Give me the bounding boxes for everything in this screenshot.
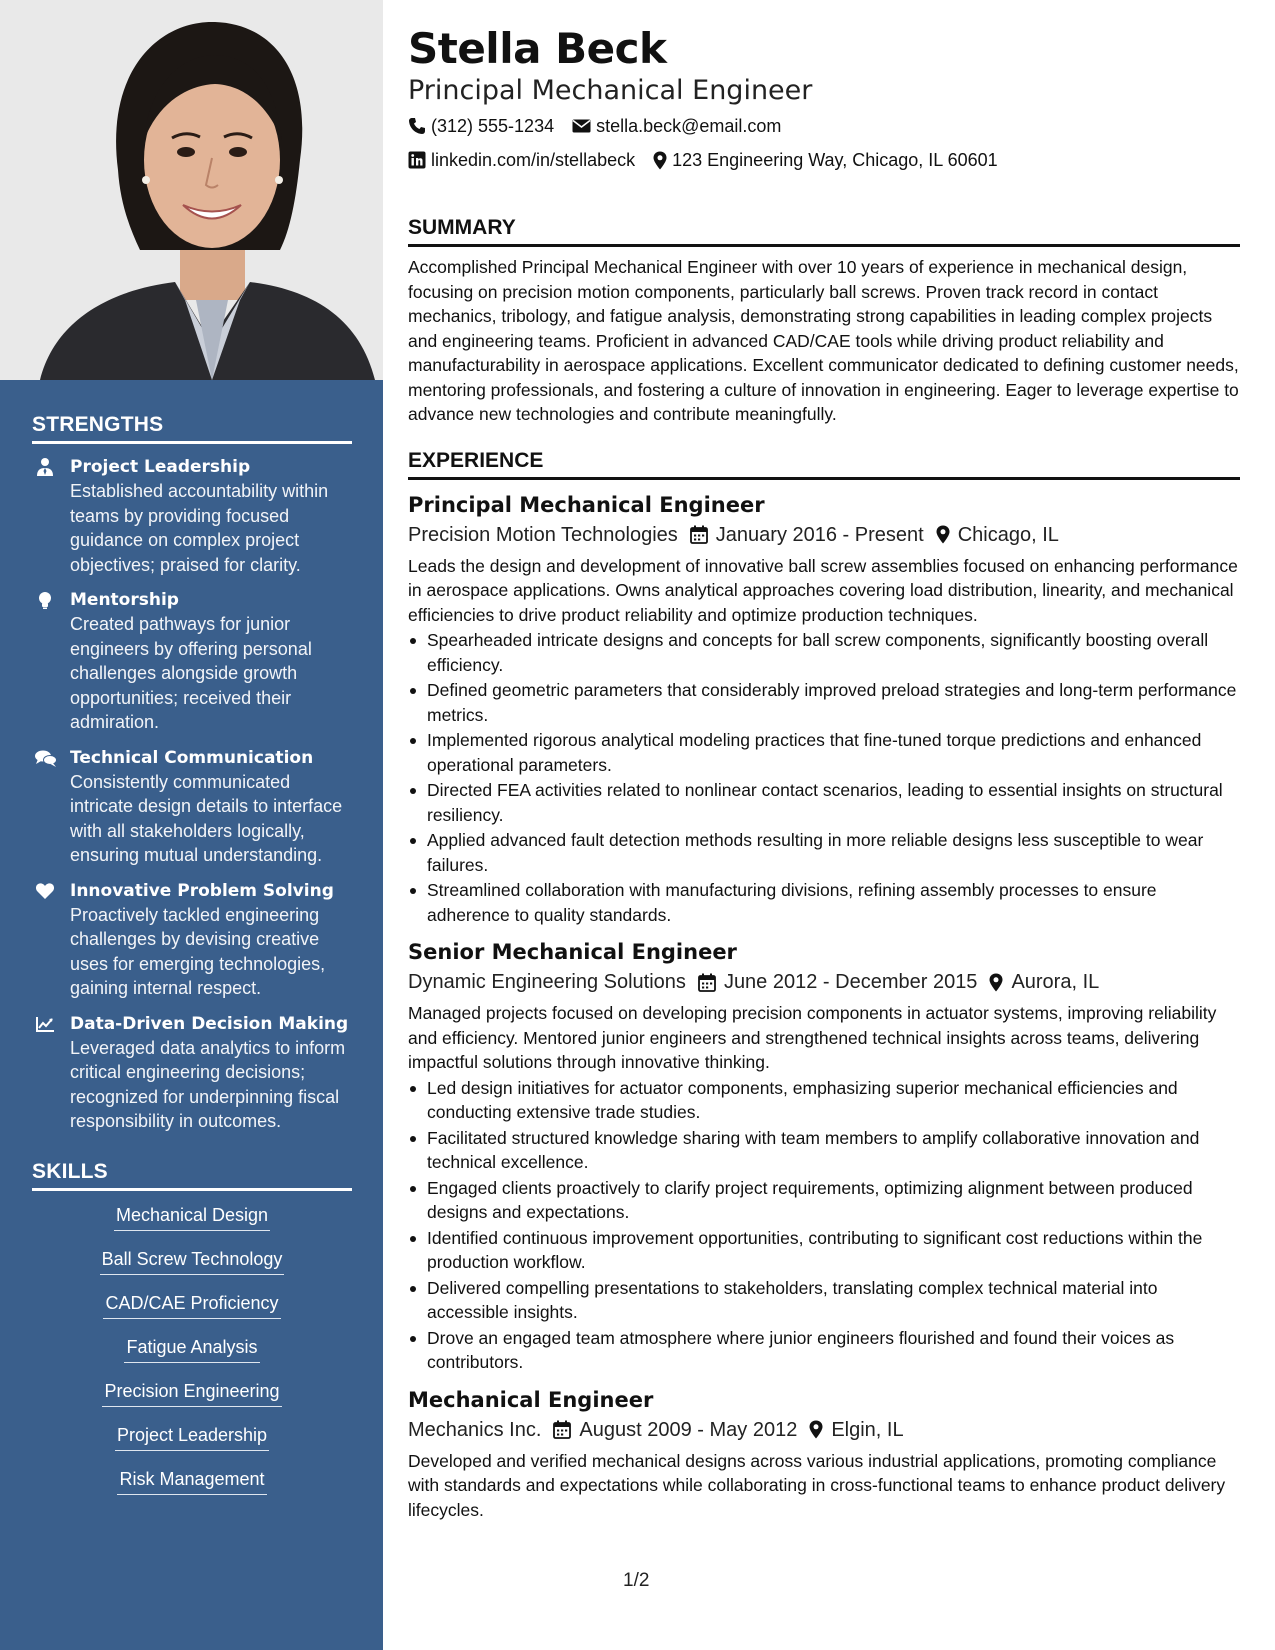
job-entry — [408, 490, 1240, 928]
portrait-illustration — [0, 0, 383, 380]
map-pin-icon — [936, 525, 950, 544]
skills-list — [32, 1203, 352, 1495]
job-meta — [408, 967, 1240, 997]
strength-desc: Leveraged data analytics to inform critical engineering decisions; recognized for underpinning fiscal responsibility in outcomes. — [70, 1037, 346, 1131]
job-dates-group — [698, 967, 978, 997]
strength-title: Mentorship — [70, 590, 179, 610]
job-bullets — [408, 628, 1240, 927]
contact-row — [408, 110, 1240, 142]
calendar-icon — [698, 973, 716, 992]
list-item: Engaged clients proactively to clarify project requirements, optimizing alignment between produced designs and expectations. — [408, 1176, 1240, 1225]
heart-icon — [35, 881, 55, 901]
skills-heading: SKILLS — [32, 1160, 352, 1191]
calendar-icon — [690, 525, 708, 544]
sidebar — [0, 0, 383, 1650]
job-bullets — [408, 1076, 1240, 1375]
strength-title: Technical Communication — [70, 747, 314, 768]
job-meta — [408, 520, 1240, 550]
job-description: Leads the design and development of innovative ball screw assemblies focused on enhancing performance in aerospace applications. Owns analytical approaches covering load distribution, linearity, and mechanical efficiencies to drive product reliability and optimize production techniques. — [408, 555, 1238, 625]
list-item: Directed FEA activities related to nonlinear contact scenarios, leading to essential insights on structural resiliency. — [408, 778, 1240, 827]
address-contact — [653, 144, 998, 176]
strength-desc: Created pathways for junior engineers by offering personal challenges alongside growth opportunities; received their admiration. — [70, 614, 312, 732]
job-dates: August 2009 - May 2012 — [579, 1418, 798, 1441]
page-number: 1/2 — [623, 1570, 650, 1591]
skill-tag: Risk Management — [117, 1467, 266, 1495]
job-location-group — [809, 1415, 903, 1445]
strength-item — [32, 746, 352, 868]
job-title: Mechanical Engineer — [408, 1387, 654, 1412]
job-title: Principal Mechanical Engineer — [408, 492, 765, 517]
list-item: Streamlined collaboration with manufacturing divisions, refining assembly processes to ensure adherence to quality standards. — [408, 878, 1240, 927]
candidate-name: Stella Beck — [408, 24, 667, 73]
strength-item — [32, 588, 352, 735]
job-entry — [408, 937, 1240, 1375]
list-item: Identified continuous improvement opportunities, contributing to significant cost reductions within the production workflow. — [408, 1226, 1240, 1275]
calendar-icon — [553, 1420, 571, 1439]
candidate-title: Principal Mechanical Engineer — [408, 75, 813, 106]
sidebar-content — [32, 413, 352, 1511]
skill-tag: Precision Engineering — [102, 1379, 281, 1407]
strength-desc: Consistently communicated intricate design details to interface with all stakeholders logically, ensuring mutual understanding. — [70, 771, 343, 865]
skill-tag: Fatigue Analysis — [124, 1335, 259, 1363]
list-item: Implemented rigorous analytical modeling practices that fine-tuned torque predictions and enhanced operational parameters. — [408, 728, 1240, 777]
job-company: Dynamic Engineering Solutions — [408, 971, 686, 993]
skill-tag: Ball Screw Technology — [100, 1247, 285, 1275]
job-entry — [408, 1385, 1240, 1523]
list-item: Led design initiatives for actuator components, emphasizing superior mechanical efficiencies and conducting extensive trade studies. — [408, 1076, 1240, 1125]
linkedin-text: linkedin.com/in/stellabeck — [431, 150, 636, 170]
strength-item — [32, 455, 352, 577]
job-location: Chicago, IL — [957, 523, 1059, 546]
job-dates: June 2012 - December 2015 — [723, 971, 978, 993]
email-contact[interactable] — [572, 110, 781, 142]
job-company: Mechanics Inc. — [408, 1418, 542, 1441]
job-meta — [408, 1415, 1240, 1445]
strength-title: Project Leadership — [70, 457, 251, 477]
list-item: Spearheaded intricate designs and concepts for ball screw components, significantly boosting overall efficiency. — [408, 628, 1240, 677]
email-text: stella.beck@email.com — [596, 116, 782, 136]
phone-text: (312) 555-1234 — [431, 116, 555, 136]
summary-heading: SUMMARY — [408, 214, 1240, 247]
main-content — [408, 22, 1240, 1522]
job-location: Aurora, IL — [1011, 971, 1100, 993]
linkedin-contact[interactable] — [408, 144, 635, 176]
job-company: Precision Motion Technologies — [408, 523, 678, 546]
skill-tag: CAD/CAE Proficiency — [103, 1291, 280, 1319]
job-title: Senior Mechanical Engineer — [408, 940, 737, 964]
job-dates-group — [553, 1415, 797, 1445]
contact-row-2 — [408, 144, 1240, 176]
job-dates: January 2016 - Present — [715, 523, 924, 546]
summary-text: Accomplished Principal Mechanical Engineer with over 10 years of experience in mechanical design, focusing on precision motion components, particularly ball screws. Proven track record in contact mechanics, tribology, and fatigue analysis, demonstrating strong capabilities in leading complex projects and engineering teams. Proficient in advanced CAD/CAE tools while driving product reliability and manufacturability in aerospace applications. Excellent communicator dedicated to defining customer needs, mentoring professionals, and fostering a culture of innovation in engineering. Eager to leverage expertise to advance new technologies and contribute meaningfully. — [408, 257, 1239, 424]
linkedin-icon — [408, 151, 426, 169]
address-text: 123 Engineering Way, Chicago, IL 60601 — [672, 150, 998, 170]
job-location: Elgin, IL — [831, 1418, 904, 1441]
map-pin-icon — [809, 1420, 823, 1439]
job-location-group — [989, 967, 1099, 997]
phone-contact[interactable] — [408, 110, 554, 142]
experience-heading: EXPERIENCE — [408, 447, 1240, 480]
line-chart-icon — [35, 1014, 55, 1034]
job-dates-group — [690, 520, 924, 550]
user-tie-icon — [35, 457, 55, 477]
strength-title: Data-Driven Decision Making — [70, 1013, 349, 1034]
phone-icon — [408, 117, 426, 135]
map-pin-icon — [653, 151, 667, 170]
strengths-heading: STRENGTHS — [32, 413, 352, 444]
profile-photo — [0, 0, 383, 380]
strength-item — [32, 1012, 352, 1134]
list-item: Drove an engaged team atmosphere where junior engineers flourished and found their voices as contributors. — [408, 1326, 1240, 1375]
map-pin-icon — [989, 973, 1003, 992]
list-item: Delivered compelling presentations to stakeholders, translating complex technical material into accessible insights. — [408, 1276, 1240, 1325]
strength-item — [32, 879, 352, 1001]
skill-tag: Project Leadership — [115, 1423, 269, 1451]
job-description: Developed and verified mechanical designs across various industrial applications, promoting compliance with standards and expectations while collaborating in cross-functional teams to enhance product delivery lifecycles. — [408, 1450, 1226, 1520]
strength-title: Innovative Problem Solving — [70, 880, 334, 901]
job-description: Managed projects focused on developing precision components in actuator systems, improving reliability and efficiency. Mentored junior engineers and strengthened technical insights across teams, delivering impactful solutions through innovative thinking. — [408, 1003, 1217, 1072]
envelope-icon — [572, 118, 591, 134]
strength-desc: Established accountability within teams by providing focused guidance on complex project objectives; praised for clarity. — [70, 481, 329, 575]
job-location-group — [936, 520, 1059, 550]
skill-tag: Mechanical Design — [114, 1203, 270, 1231]
list-item: Defined geometric parameters that considerably improved preload strategies and long-term performance metrics. — [408, 678, 1240, 727]
strength-desc: Proactively tackled engineering challenges by devising creative uses for emerging technologies, gaining internal respect. — [70, 904, 326, 998]
list-item: Facilitated structured knowledge sharing with team members to amplify collaborative innovation and technical excellence. — [408, 1126, 1240, 1175]
comments-icon — [35, 748, 55, 768]
list-item: Applied advanced fault detection methods resulting in more reliable designs less susceptible to wear failures. — [408, 828, 1240, 877]
lightbulb-icon — [35, 590, 55, 610]
